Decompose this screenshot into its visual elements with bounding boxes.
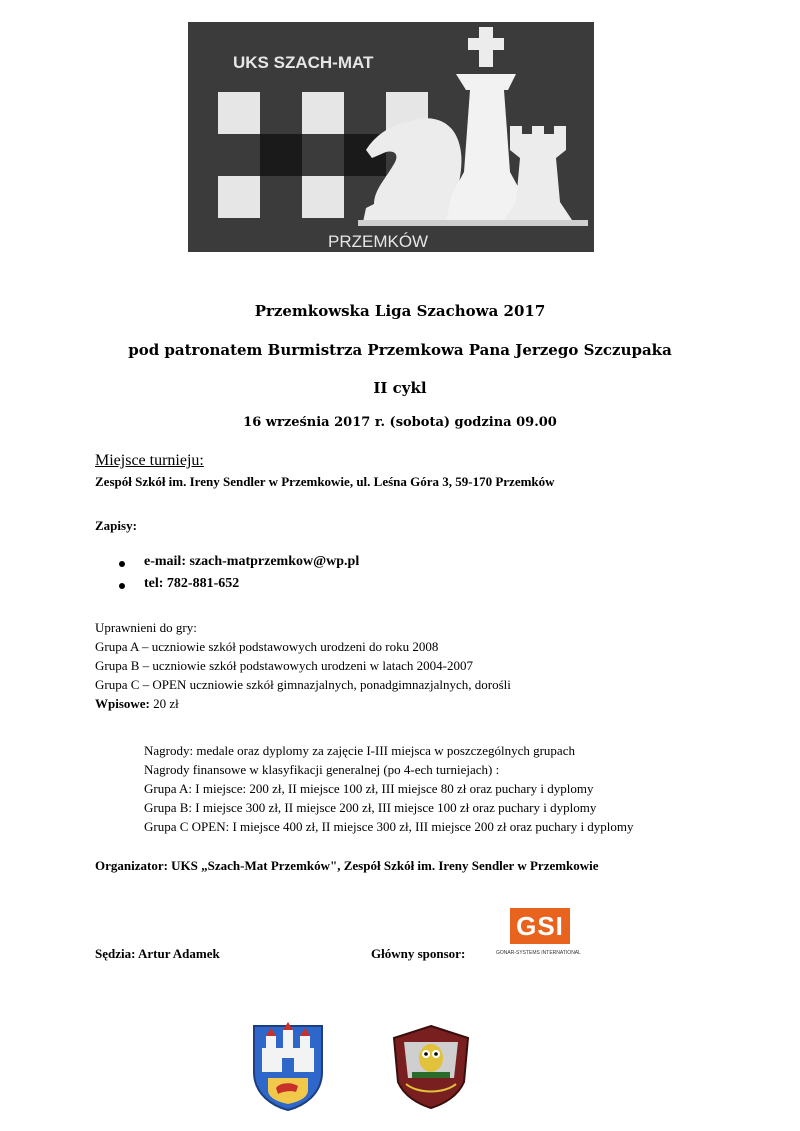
gsi-logo-subtitle: GONAR-SYSTEMS INTERNATIONAL — [496, 950, 581, 956]
registration-phone — [114, 576, 359, 598]
email-text: e-mail: szach-matprzemkow@wp.pl — [144, 554, 360, 569]
group-a-line: Grupa A – uczniowie szkół podstawowych urodzeni do roku 2008 — [95, 639, 439, 654]
town-coat-of-arms — [252, 1022, 324, 1112]
banner-club-name: UKS SZACH-MAT — [233, 53, 374, 72]
prize-line: Nagrody finansowe w klasyfikacji generalnej (po 4-ech turniejach) : — [144, 762, 500, 777]
club-banner-logo — [188, 22, 594, 252]
patronage-line: pod patronatem Burmistrza Przemkowa Pana Jerzego Szczupaka — [128, 341, 672, 359]
prize-line: Grupa B: I miejsce 300 zł, II miejsce 200 zł, III miejsce 100 zł oraz puchary i dyplomy — [144, 800, 597, 815]
venue-address: Zespół Szkół im. Ireny Sendler w Przemkowie, ul. Leśna Góra 3, 59-170 Przemków — [95, 474, 555, 489]
chess-banner-graphic — [188, 22, 594, 252]
group-b-line: Grupa B – uczniowie szkół podstawowych urodzeni w latach 2004-2007 — [95, 658, 473, 673]
prizes-block — [144, 743, 634, 838]
eligibility-block — [95, 620, 511, 715]
tournament-date: 16 września 2017 r. (sobota) godzina 09.00 — [243, 415, 557, 430]
gsi-logo-mark: GSI — [510, 908, 570, 944]
registration-list — [114, 554, 359, 598]
sponsor-label: Główny sponsor: — [371, 946, 466, 961]
registration-email — [114, 554, 359, 576]
phone-text: tel: 782-881-652 — [144, 576, 240, 591]
fee-value: 20 zł — [149, 696, 179, 711]
judge-line: Sędzia: Artur Adamek — [95, 946, 220, 961]
cycle-label: II cykl — [373, 379, 427, 397]
tournament-title: Przemkowska Liga Szachowa 2017 — [254, 302, 546, 320]
organizer-line: Organizator: UKS „Szach-Mat Przemków", Zespół Szkół im. Ireny Sendler w Przemkowie — [95, 858, 599, 873]
fee-label: Wpisowe: — [95, 696, 150, 711]
venue-heading: Miejsce turnieju: — [95, 452, 204, 469]
eligibility-heading: Uprawnieni do gry: — [95, 620, 197, 635]
prize-line: Grupa C OPEN: I miejsce 400 zł, II miejsce 300 zł, III miejsce 200 zł oraz puchary i dyplomy — [144, 819, 634, 834]
entry-fee — [95, 696, 511, 715]
banner-town: PRZEMKÓW — [328, 232, 429, 251]
prize-line: Nagrody: medale oraz dyplomy za zajęcie I-III miejsca w poszczególnych grupach — [144, 743, 575, 758]
prize-line: Grupa A: I miejsce: 200 zł, II miejsce 100 zł, III miejsce 80 zł oraz puchary i dyplomy — [144, 781, 594, 796]
school-emblem — [392, 1024, 470, 1110]
registration-heading: Zapisy: — [95, 518, 137, 533]
group-c-line: Grupa C – OPEN uczniowie szkół gimnazjalnych, ponadgimnazjalnych, dorośli — [95, 677, 511, 692]
gsi-sponsor-logo — [496, 908, 596, 960]
